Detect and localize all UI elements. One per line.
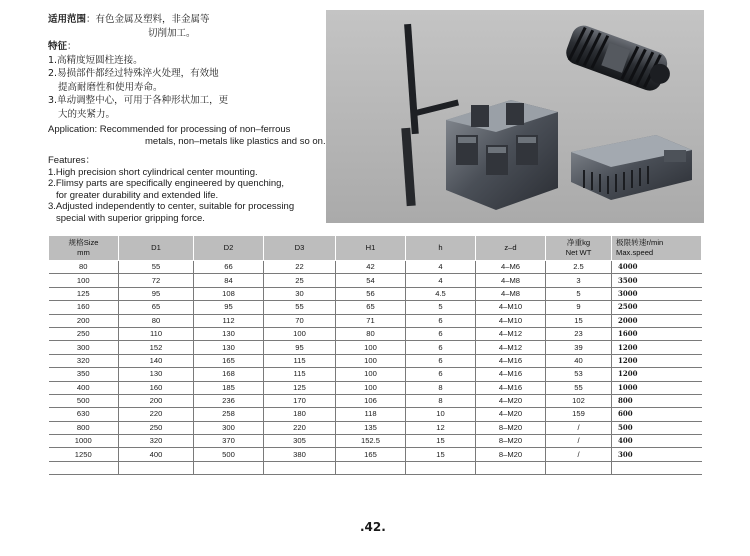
table-row [49, 287, 702, 300]
cell-d2: 168 [194, 368, 264, 381]
table-row [49, 314, 702, 327]
cell-empty [119, 461, 194, 474]
cell-d3: 170 [264, 394, 336, 407]
cell-h1: 56 [336, 287, 406, 300]
application-label: Application [48, 124, 95, 135]
cell-h: 4 [406, 274, 476, 287]
cell-zd: 4–M12 [476, 341, 546, 354]
cell-empty [612, 461, 702, 474]
cell-empty [546, 461, 612, 474]
cell-zd: 4–M16 [476, 368, 546, 381]
cell-d3: 380 [264, 448, 336, 461]
cell-max-speed: 1200 [612, 341, 702, 354]
cell-net-weight: / [546, 448, 612, 461]
cell-size: 80 [49, 261, 119, 274]
cell-d2: 500 [194, 448, 264, 461]
cell-net-weight: 3 [546, 274, 612, 287]
cell-net-weight: 15 [546, 314, 612, 327]
cell-d3: 115 [264, 354, 336, 367]
cell-max-speed: 500 [612, 421, 702, 434]
cell-zd: 4–M8 [476, 287, 546, 300]
cell-d3: 22 [264, 261, 336, 274]
product-photo-drawing [326, 10, 704, 223]
cell-d2: 370 [194, 435, 264, 448]
application-text-line2: metals, non–metals like plastics and so on. [145, 135, 326, 147]
cell-d3: 55 [264, 301, 336, 314]
cell-empty [264, 461, 336, 474]
cell-h: 6 [406, 368, 476, 381]
cell-d2: 236 [194, 394, 264, 407]
feature-en-2-cont: for greater durability and extended life. [56, 189, 219, 201]
cell-h1: 42 [336, 261, 406, 274]
cell-zd: 4–M10 [476, 301, 546, 314]
table-row [49, 381, 702, 394]
cell-d2: 95 [194, 301, 264, 314]
cell-size: 125 [49, 287, 119, 300]
cell-d1: 80 [119, 314, 194, 327]
cell-zd: 4–M20 [476, 408, 546, 421]
cell-h1: 165 [336, 448, 406, 461]
cell-empty [49, 461, 119, 474]
cell-d1: 320 [119, 435, 194, 448]
cell-size: 1250 [49, 448, 119, 461]
table-row [49, 354, 702, 367]
feature-en-3-cont: special with superior gripping force. [56, 212, 205, 224]
header-d3: D3 [264, 236, 336, 261]
feature-cn-3: 3.单动调整中心，可用于各种形状加工，更 [48, 95, 229, 106]
features-cn-label: 特征 [48, 41, 68, 52]
cell-h1: 118 [336, 408, 406, 421]
cell-max-speed: 800 [612, 394, 702, 407]
cell-max-speed: 1000 [612, 381, 702, 394]
scope-text-line2: 切削加工。 [148, 27, 196, 39]
cell-d2: 185 [194, 381, 264, 394]
cell-net-weight: 5 [546, 287, 612, 300]
header-zd: z–d [476, 236, 546, 261]
scope-colon: ： [86, 14, 96, 25]
cell-max-speed: 3500 [612, 274, 702, 287]
cell-h: 6 [406, 354, 476, 367]
cell-size: 350 [49, 368, 119, 381]
cell-h: 12 [406, 421, 476, 434]
cell-net-weight: / [546, 435, 612, 448]
cell-empty [406, 461, 476, 474]
cell-net-weight: 40 [546, 354, 612, 367]
cell-size: 200 [49, 314, 119, 327]
cell-net-weight: 102 [546, 394, 612, 407]
header-net-weight: 净重kg Net WT [546, 236, 612, 261]
cell-size: 1000 [49, 435, 119, 448]
cell-d1: 250 [119, 421, 194, 434]
header-d2: D2 [194, 236, 264, 261]
cell-zd: 4–M20 [476, 394, 546, 407]
cell-max-speed: 1200 [612, 368, 702, 381]
table-row [49, 274, 702, 287]
table-row [49, 408, 702, 421]
cell-h: 6 [406, 327, 476, 340]
cell-empty [476, 461, 546, 474]
cell-d3: 305 [264, 435, 336, 448]
header-d1: D1 [119, 236, 194, 261]
cell-d1: 152 [119, 341, 194, 354]
table-row [49, 327, 702, 340]
cell-size: 300 [49, 341, 119, 354]
feature-cn-2-cont: 提高耐磨性和使用寿命。 [58, 81, 163, 93]
cell-size: 320 [49, 354, 119, 367]
cell-h1: 152.5 [336, 435, 406, 448]
chuck-jaws-icon [446, 100, 558, 210]
table-row [49, 448, 702, 461]
cell-max-speed: 2500 [612, 301, 702, 314]
table-row-empty [49, 461, 702, 474]
cell-max-speed: 300 [612, 448, 702, 461]
cell-d3: 70 [264, 314, 336, 327]
application-text-line1: : Recommended for processing of non–ferrous [94, 124, 291, 135]
product-photo [326, 10, 704, 223]
cell-size: 500 [49, 394, 119, 407]
cell-zd: 8–M20 [476, 421, 546, 434]
table-row [49, 368, 702, 381]
scope-label: 适用范围 [48, 14, 87, 25]
scope-text-line1: 有色金属及塑料，非金属等 [95, 14, 210, 25]
cell-d1: 400 [119, 448, 194, 461]
feature-en-2: 2.Flimsy parts are specifically engineered by quenching, [48, 178, 285, 189]
cell-net-weight: 23 [546, 327, 612, 340]
feature-cn-3-cont: 大的夹紧力。 [58, 108, 116, 120]
features-en-label: Features [48, 155, 86, 166]
cell-net-weight: 2.5 [546, 261, 612, 274]
features-en-row [48, 155, 328, 167]
cell-d3: 30 [264, 287, 336, 300]
table-row [49, 341, 702, 354]
cell-max-speed: 4000 [612, 261, 702, 274]
cell-h: 8 [406, 381, 476, 394]
cell-h1: 71 [336, 314, 406, 327]
cell-net-weight: 159 [546, 408, 612, 421]
cell-net-weight: 53 [546, 368, 612, 381]
cell-h1: 135 [336, 421, 406, 434]
cell-size: 100 [49, 274, 119, 287]
cell-h1: 100 [336, 341, 406, 354]
cell-d2: 108 [194, 287, 264, 300]
chinese-description [48, 13, 308, 121]
cell-d1: 55 [119, 261, 194, 274]
cell-empty [336, 461, 406, 474]
cell-max-speed: 1200 [612, 354, 702, 367]
cell-d1: 200 [119, 394, 194, 407]
cell-d2: 165 [194, 354, 264, 367]
header-max-speed: 极限转速r/min Max.speed [612, 236, 702, 261]
cell-empty [194, 461, 264, 474]
cell-zd: 4–M10 [476, 314, 546, 327]
spec-table [48, 235, 702, 475]
cell-d3: 25 [264, 274, 336, 287]
cell-h1: 106 [336, 394, 406, 407]
cell-d1: 110 [119, 327, 194, 340]
cell-zd: 4–M6 [476, 261, 546, 274]
cell-d2: 130 [194, 327, 264, 340]
table-header-row [49, 236, 702, 261]
cell-h: 6 [406, 314, 476, 327]
cell-d2: 84 [194, 274, 264, 287]
cell-d1: 72 [119, 274, 194, 287]
cell-zd: 4–M12 [476, 327, 546, 340]
table-body [49, 261, 702, 475]
cell-size: 250 [49, 327, 119, 340]
cell-d3: 180 [264, 408, 336, 421]
cell-net-weight: 55 [546, 381, 612, 394]
cell-max-speed: 600 [612, 408, 702, 421]
cell-h1: 100 [336, 368, 406, 381]
table-row [49, 394, 702, 407]
cell-h: 4.5 [406, 287, 476, 300]
cell-zd: 4–M16 [476, 381, 546, 394]
cell-d1: 220 [119, 408, 194, 421]
cell-h1: 100 [336, 354, 406, 367]
cell-d2: 300 [194, 421, 264, 434]
cell-zd: 8–M20 [476, 435, 546, 448]
cell-h: 15 [406, 448, 476, 461]
header-h1: H1 [336, 236, 406, 261]
cell-d1: 160 [119, 381, 194, 394]
cell-d1: 130 [119, 368, 194, 381]
cell-size: 160 [49, 301, 119, 314]
cell-h1: 80 [336, 327, 406, 340]
feature-cn-1: 1.高精度短圆柱连接。 [48, 54, 143, 66]
cell-size: 800 [49, 421, 119, 434]
features-cn-colon: ： [67, 41, 77, 52]
cell-d1: 140 [119, 354, 194, 367]
cell-h: 6 [406, 341, 476, 354]
feature-en-1: 1.High precision short cylindrical center mounting. [48, 166, 258, 178]
cell-max-speed: 2000 [612, 314, 702, 327]
feature-cn-2: 2.易损部件都经过特殊淬火处理，有效地 [48, 68, 219, 79]
cell-h: 10 [406, 408, 476, 421]
cell-d2: 66 [194, 261, 264, 274]
feature-en-3: 3.Adjusted independently to center, suitable for processing [48, 201, 295, 212]
header-size: 规格Size mm [49, 236, 119, 261]
cell-max-speed: 3000 [612, 287, 702, 300]
cell-d3: 125 [264, 381, 336, 394]
cell-net-weight: 39 [546, 341, 612, 354]
table-row [49, 435, 702, 448]
header-h: h [406, 236, 476, 261]
cell-d3: 220 [264, 421, 336, 434]
table-row [49, 301, 702, 314]
cell-d3: 100 [264, 327, 336, 340]
application-row [48, 124, 328, 136]
cell-h1: 65 [336, 301, 406, 314]
cell-zd: 8–M20 [476, 448, 546, 461]
features-en-colon: ： [85, 155, 96, 166]
scope-row [48, 13, 308, 27]
cell-d3: 115 [264, 368, 336, 381]
cell-h: 5 [406, 301, 476, 314]
cell-h: 4 [406, 261, 476, 274]
cell-net-weight: 9 [546, 301, 612, 314]
cell-size: 630 [49, 408, 119, 421]
cell-d1: 65 [119, 301, 194, 314]
cell-d2: 112 [194, 314, 264, 327]
cell-h1: 100 [336, 381, 406, 394]
features-cn-row [48, 40, 308, 54]
cell-h: 8 [406, 394, 476, 407]
cell-h1: 54 [336, 274, 406, 287]
cell-h: 15 [406, 435, 476, 448]
cell-d2: 130 [194, 341, 264, 354]
english-description [48, 124, 328, 224]
table-row [49, 261, 702, 274]
cell-size: 400 [49, 381, 119, 394]
cell-max-speed: 1600 [612, 327, 702, 340]
cell-max-speed: 400 [612, 435, 702, 448]
cell-net-weight: / [546, 421, 612, 434]
cell-zd: 4–M8 [476, 274, 546, 287]
table-row [49, 421, 702, 434]
cell-d3: 95 [264, 341, 336, 354]
page-number: .42. [360, 520, 386, 534]
cell-zd: 4–M16 [476, 354, 546, 367]
cell-d2: 258 [194, 408, 264, 421]
cell-d1: 95 [119, 287, 194, 300]
